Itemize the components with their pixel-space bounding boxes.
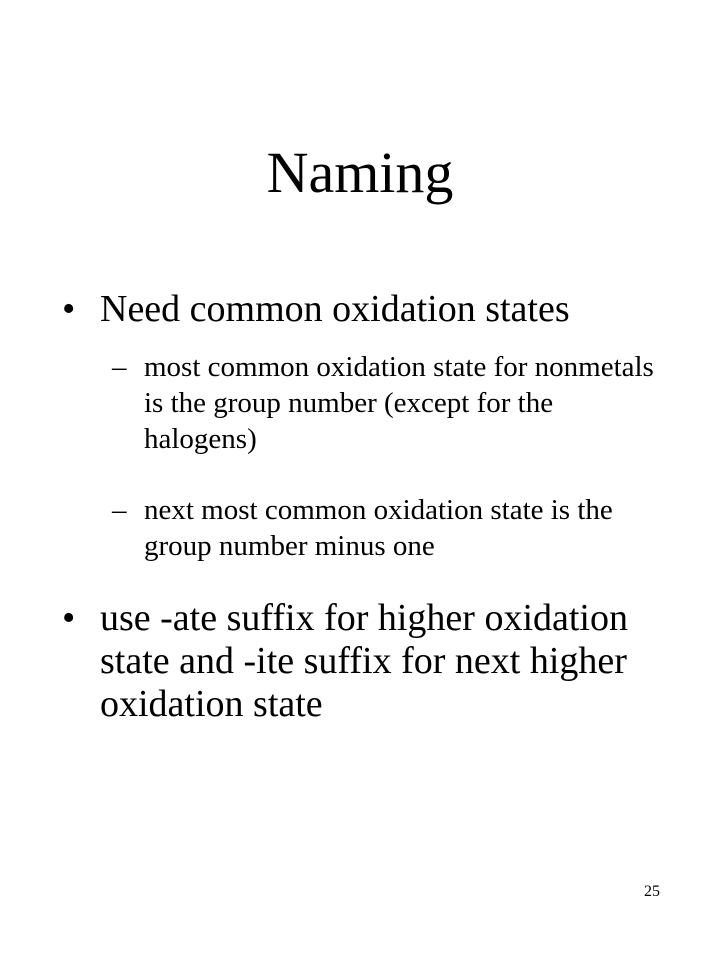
sub-bullet-marker: –: [112, 494, 127, 526]
slide-title: Naming: [266, 140, 454, 205]
sub-bullet-marker: –: [112, 351, 127, 383]
sub-bullet-item: [112, 349, 672, 457]
page-number: 25: [644, 883, 660, 900]
sub-bullet-text: next most common oxidation state is the group number minus one: [144, 494, 613, 562]
sub-bullet-item: [112, 492, 672, 564]
bullet-marker: •: [62, 288, 76, 330]
bullet-item: [62, 288, 662, 331]
bullet-text: Need common oxidation states: [100, 288, 570, 330]
sub-bullet-text: most common oxidation state for nonmetals is the group number (except for the halogens): [144, 351, 654, 455]
bullet-item: [62, 597, 662, 726]
bullet-marker: •: [62, 597, 76, 639]
bullet-text: use -ate suffix for higher oxidation state and -ite suffix for next higher oxidation state: [100, 597, 628, 725]
